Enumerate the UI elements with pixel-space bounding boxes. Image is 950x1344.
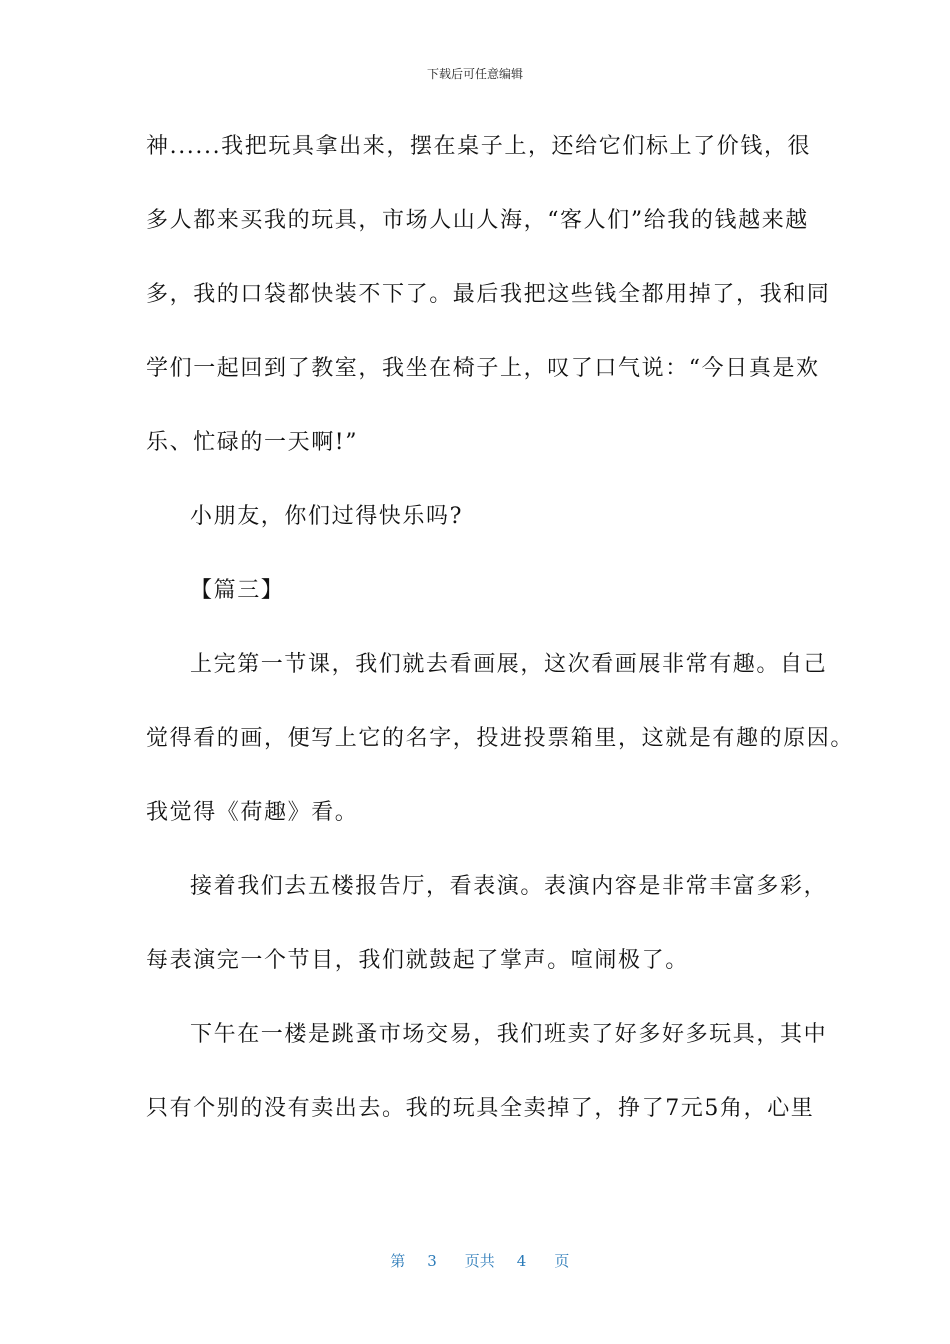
text-line-5: 乐、忙碌的一天啊!” — [146, 430, 359, 455]
text-line-13: 下午在一楼是跳蚤市场交易，我们班卖了好多好多玩具，其中 — [190, 1022, 828, 1047]
text-line-14: 只有个别的没有卖出去。我的玩具全卖掉了，挣了7元5角，心里 — [146, 1096, 815, 1121]
section-heading: 【篇三】 — [190, 578, 285, 603]
footer-suffix: 页 — [554, 1252, 570, 1270]
text-line-11: 接着我们去五楼报告厅，看表演。表演内容是非常丰富多彩， — [190, 874, 828, 899]
header-note: 下载后可任意编辑 — [426, 67, 523, 81]
page-header — [0, 66, 950, 82]
text-line-2: 多人都来买我的玩具，市场人山人海，“客人们”给我的钱越来越 — [146, 208, 809, 233]
text-line-3: 多，我的口袋都快装不下了。最后我把这些钱全都用掉了，我和同 — [146, 282, 831, 307]
text-line-1: 神......我把玩具拿出来，摆在桌子上，还给它们标上了价钱，很 — [146, 134, 812, 159]
document-body — [146, 128, 855, 1164]
text-line-9: 觉得看的画，便写上它的名字，投进投票箱里，这就是有趣的原因。 — [146, 726, 855, 751]
footer-middle: 页共 — [464, 1252, 495, 1270]
footer-prefix: 第 — [390, 1252, 406, 1270]
text-line-6: 小朋友，你们过得快乐吗? — [190, 504, 463, 529]
text-line-12: 每表演完一个节目，我们就鼓起了掌声。喧闹极了。 — [146, 948, 689, 973]
text-line-8: 上完第一节课，我们就去看画展，这次看画展非常有趣。自己 — [190, 652, 828, 677]
footer-total-pages: 4 — [516, 1252, 527, 1270]
page-footer — [0, 1228, 950, 1272]
text-line-10: 我觉得《荷趣》看。 — [146, 800, 359, 825]
footer-current-page: 3 — [427, 1252, 437, 1270]
text-line-4: 学们一起回到了教室，我坐在椅子上，叹了口气说：“今日真是欢 — [146, 356, 820, 381]
